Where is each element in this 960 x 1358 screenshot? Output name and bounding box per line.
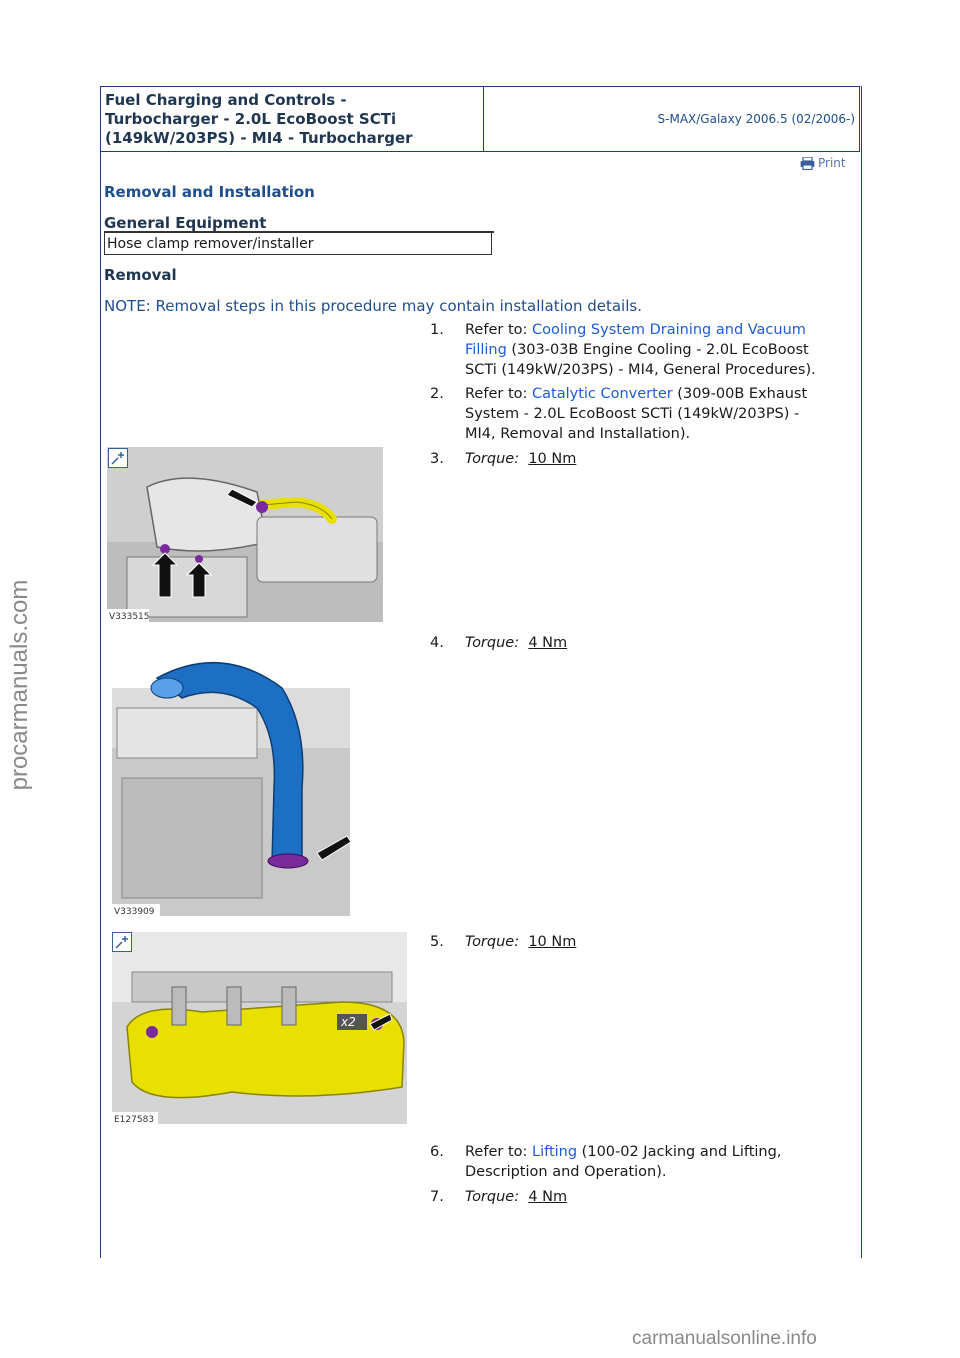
link-cooling-system-draining[interactable]: Cooling System Draining and Vacuum [532, 322, 806, 338]
figure-engine-top[interactable] [107, 447, 383, 622]
section-title: Removal and Installation [104, 183, 315, 201]
step-suffix: System - 2.0L EcoBoost SCTi (149kW/203PS) - [465, 406, 800, 422]
table-divider [490, 231, 494, 233]
document-title [101, 87, 484, 151]
torque-value: 4 Nm [528, 1189, 568, 1205]
document-header [100, 86, 860, 152]
procedure-step [430, 449, 860, 469]
link-lifting[interactable]: Lifting [532, 1144, 578, 1160]
step-text [465, 633, 860, 653]
figure-turbo-pipe[interactable] [112, 648, 350, 916]
torque-value: 4 Nm [528, 635, 568, 651]
print-button[interactable] [800, 156, 846, 170]
step-number: 4. [430, 635, 444, 651]
step-prefix: Refer to: [465, 322, 532, 338]
step-text [465, 449, 860, 469]
procedure-step [430, 1142, 860, 1184]
printer-icon [800, 157, 815, 170]
step-suffix: SCTi (149kW/203PS) - MI4, General Procedures). [465, 362, 816, 378]
torque-label: Torque: [465, 934, 520, 950]
procedure-step [430, 633, 860, 653]
procedure-step [430, 320, 860, 382]
title-line: (149kW/203PS) - MI4 - Turbocharger [105, 129, 413, 147]
step-suffix: Description and Operation). [465, 1164, 667, 1180]
side-watermark-text: procarmanuals.com [6, 579, 33, 791]
torque-label: Torque: [465, 635, 520, 651]
torque-value: 10 Nm [528, 934, 577, 950]
step-text [465, 384, 860, 444]
step-suffix: (309-00B Exhaust [672, 386, 808, 402]
note-text: NOTE: Removal steps in this procedure may contain installation details. [104, 297, 642, 315]
step-number: 7. [430, 1189, 444, 1205]
step-number: 6. [430, 1144, 444, 1160]
step-suffix: (303-03B Engine Cooling - 2.0L EcoBoost [506, 342, 809, 358]
torque-value: 10 Nm [528, 451, 577, 467]
title-line: Turbocharger - 2.0L EcoBoost SCTi [105, 110, 397, 128]
torque-label: Torque: [465, 451, 520, 467]
general-equipment-heading: General Equipment [104, 214, 267, 232]
heat-shield-illustration [112, 932, 407, 1124]
side-watermark [0, 460, 40, 910]
step-text [465, 932, 860, 952]
zoom-icon[interactable] [112, 932, 132, 952]
print-label[interactable]: Print [818, 156, 846, 170]
vehicle-model [484, 87, 859, 151]
step-number: 2. [430, 386, 444, 402]
title-line: Fuel Charging and Controls - [105, 91, 347, 109]
step-prefix: Refer to: [465, 1144, 532, 1160]
procedure-step [430, 384, 860, 446]
procedure-step [430, 932, 860, 952]
step-suffix: MI4, Removal and Installation). [465, 426, 691, 442]
zoom-icon[interactable] [108, 448, 128, 468]
figure-heat-shield[interactable] [112, 932, 407, 1124]
torque-label: Torque: [465, 1189, 520, 1205]
step-number: 5. [430, 934, 444, 950]
step-suffix: (100-02 Jacking and Lifting, [577, 1144, 782, 1160]
figure-id: V333515 [109, 612, 150, 622]
step-text [465, 1187, 860, 1207]
equipment-item: Hose clamp remover/installer [107, 236, 314, 252]
figure-id: E127583 [114, 1115, 155, 1124]
step-number: 1. [430, 322, 444, 338]
link-catalytic-converter[interactable]: Catalytic Converter [532, 386, 673, 402]
step-text [465, 1142, 860, 1182]
step-text [465, 320, 860, 380]
vehicle-model-text: S-MAX/Galaxy 2006.5 (02/2006-) [657, 112, 855, 126]
bottom-watermark: carmanualsonline.info [632, 1328, 817, 1349]
removal-heading: Removal [104, 266, 177, 284]
step-prefix: Refer to: [465, 386, 532, 402]
engine-illustration [107, 447, 383, 622]
step-number: 3. [430, 451, 444, 467]
figure-id: V333909 [114, 907, 155, 916]
turbo-pipe-illustration [112, 648, 350, 916]
link-cooling-system-draining-cont[interactable]: Filling [465, 342, 507, 358]
equipment-table [104, 231, 492, 255]
procedure-step [430, 1187, 860, 1207]
quantity-callout: x2 [341, 1015, 356, 1029]
